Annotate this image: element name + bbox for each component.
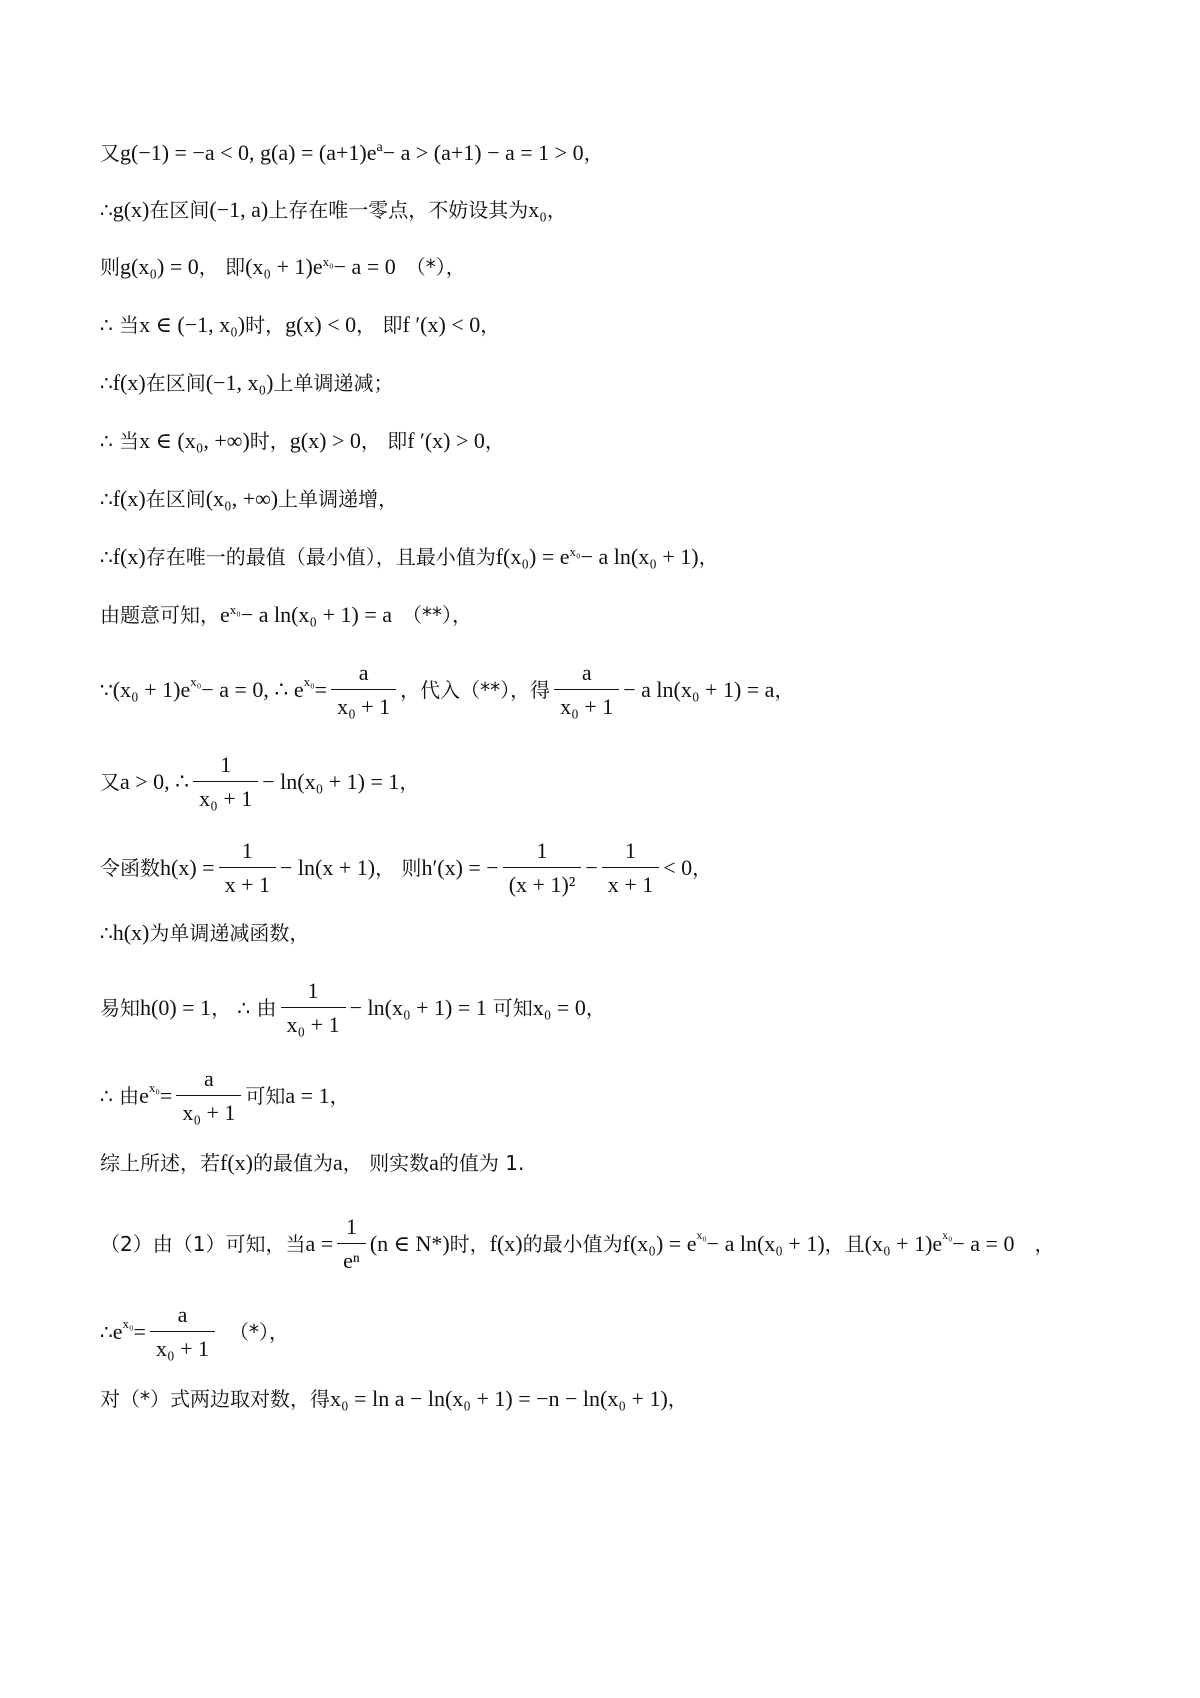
line-12: 令函数 h(x) = $\frac{1}{x + 1}$ − ln(x + 1) ， 则 h′(x) = − $\frac{1}{\text{(x + 1)²}}$ − $\frac{1}{x + 1}$ < 0 ， xyxy=(100,838,713,898)
fraction: $\frac{a}{\text{x₀ + 1}}$ xyxy=(176,1066,241,1127)
fraction: $\frac{1}{x + 1}$ xyxy=(602,838,659,899)
line-19: 对（*）式两边取对数，得 x₀ = ln a − ln(x₀ + 1) = −n − ln(x₀ + 1) ， xyxy=(100,1386,688,1412)
line-10: ∵ (x₀ + 1)e $^{x_0}$ − a = 0, ∴ e $^{x_0}$ = $\frac{a}{\text{x₀ + 1}}$ ，代入（**），得 $\frac{a}{\text{x₀ + 1}}$ − a ln(x₀ + 1) = a ， xyxy=(100,660,795,720)
line-13: ∴ h(x) 为单调递减函数， xyxy=(100,920,310,946)
line-9: 由题意可知， e $^{x_0}$ − a ln(x₀ + 1) = a （**）， xyxy=(100,602,472,628)
line-1: 又 g(−1) = −a < 0, g(a) = (a+1)e $^a$ − a > (a+1) − a = 1 > 0 ， xyxy=(100,140,604,166)
line-15: ∴ 由 e $^{x_0}$ = $\frac{a}{\text{x₀ + 1}}$ 可知 a = 1 ， xyxy=(100,1066,350,1126)
fraction: $\frac{1}{\text{x₀ + 1}}$ xyxy=(281,978,346,1039)
fraction: $\frac{a}{\text{x₀ + 1}}$ xyxy=(150,1302,215,1363)
line-14: 易知 h(0) = 1 ， ∴ 由 $\frac{1}{\text{x₀ + 1}}$ − ln(x₀ + 1) = 1 可知 x₀ = 0 ， xyxy=(100,978,606,1038)
line-16: 综上所述，若 f(x) 的最值为 a ， 则实数 a 的值为 1. xyxy=(100,1150,525,1176)
line-17: （2）由（1）可知，当 a = $\frac{1}{\text{eⁿ}}$ (n ∈ N*) 时， f(x) 的最小值为 f(x₀) = e $^{x_0}$ − a ln(x₀ + 1) ，且 (x₀ + 1)e $^{x_0}$ − a = 0 ， xyxy=(100,1214,1055,1274)
fraction: $\frac{1}{\text{(x + 1)²}}$ xyxy=(503,838,582,899)
fraction: $\frac{a}{\text{x₀ + 1}}$ xyxy=(554,660,619,721)
line-7: ∴ f(x) 在区间 (x₀, +∞) 上单调递增， xyxy=(100,486,399,512)
line-8: ∴ f(x) 存在唯一的最值（最小值），且最小值为 f(x₀) = e $^{x_0}$ − a ln(x₀ + 1) ， xyxy=(100,544,719,570)
fraction: $\frac{1}{\text{x₀ + 1}}$ xyxy=(193,752,258,813)
fraction: $\frac{a}{\text{x₀ + 1}}$ xyxy=(331,660,396,721)
line-4: ∴ 当 x ∈ (−1, x₀) 时， g(x) < 0 ， 即 f ′(x) < 0 ， xyxy=(100,312,501,338)
line-3: 则 g(x₀) = 0 ， 即 (x₀ + 1)e $^{x_0}$ − a = 0 （*）， xyxy=(100,254,466,280)
line-5: ∴ f(x) 在区间 (−1, x₀) 上单调递减； xyxy=(100,370,394,396)
line-6: ∴ 当 x ∈ (x₀, +∞) 时， g(x) > 0 ， 即 f ′(x) > 0 ， xyxy=(100,428,505,454)
line-2: ∴ g(x) 在区间 (−1, a) 上存在唯一零点，不妨设其为 x₀ ， xyxy=(100,197,567,223)
fraction: $\frac{1}{\text{eⁿ}}$ xyxy=(337,1214,366,1275)
line-11: 又 a > 0, ∴ $\frac{1}{\text{x₀ + 1}}$ − ln(x₀ + 1) = 1 ， xyxy=(100,752,420,812)
line-18: ∴ e $^{x_0}$ = $\frac{a}{\text{x₀ + 1}}$ （*）， xyxy=(100,1302,290,1362)
fraction: $\frac{1}{x + 1}$ xyxy=(219,838,276,899)
